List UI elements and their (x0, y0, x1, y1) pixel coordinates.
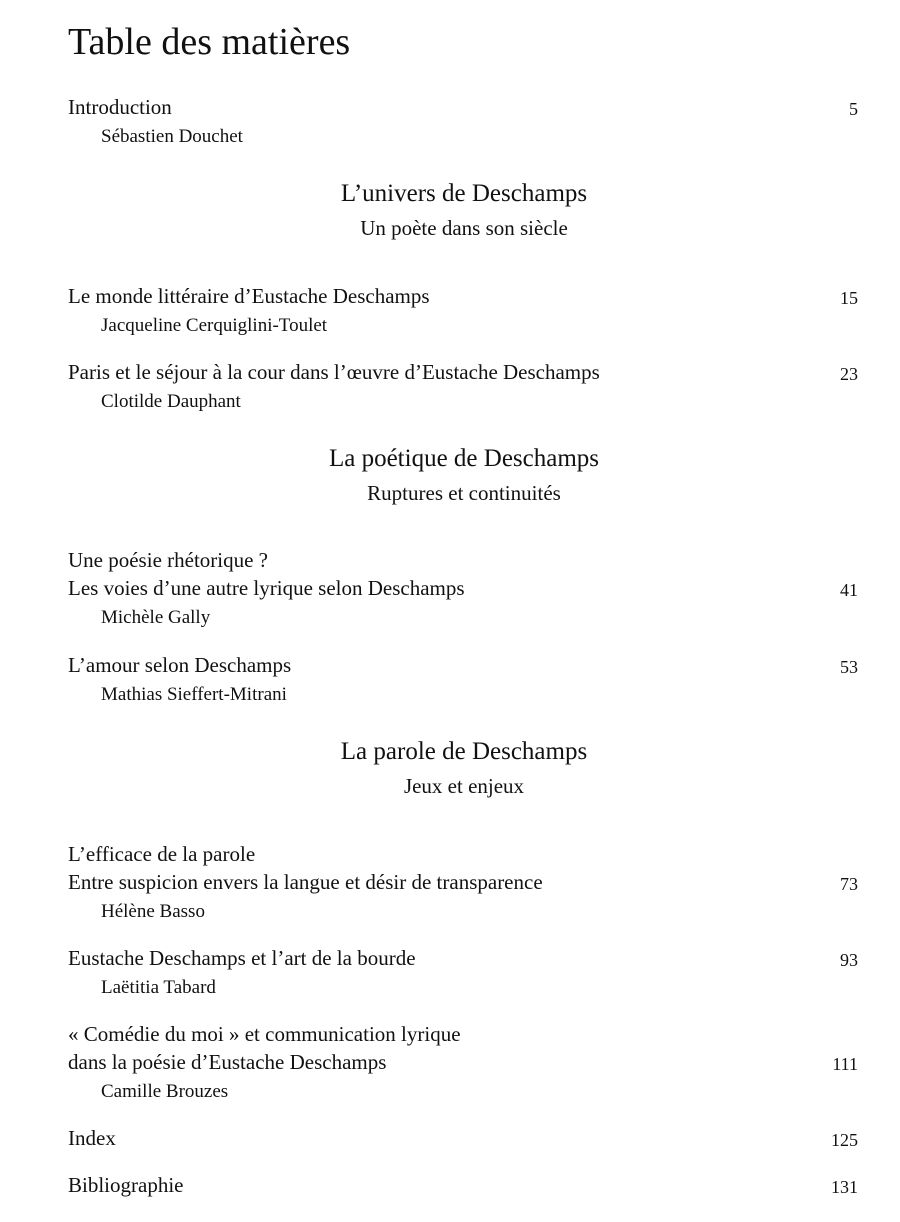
entry-title: « Comédie du moi » et communication lyrique (68, 1022, 461, 1046)
entry-author: Laëtitia Tabard (101, 977, 216, 998)
entry-title: Les voies d’une autre lyrique selon Deschamps (68, 576, 465, 600)
entry-author: Camille Brouzes (101, 1081, 229, 1102)
entry-title: Eustache Deschamps et l’art de la bourde (68, 946, 416, 970)
entry-page-number: 73 (840, 874, 858, 894)
entry-page-number: 23 (840, 364, 858, 384)
entry-author: Mathias Sieffert-Mitrani (101, 684, 287, 705)
entry-title: Une poésie rhétorique ? (68, 548, 269, 572)
entry-page-number: 125 (831, 1130, 858, 1150)
entry-title: Paris et le séjour à la cour dans l’œuvre d’Eustache Deschamps (68, 360, 600, 384)
entry-page-number: 93 (840, 950, 858, 970)
section-title: L’univers de Deschamps (340, 180, 588, 207)
section-title: La parole de Deschamps (340, 738, 588, 765)
page-title: Table des matières (68, 21, 351, 63)
entry-title: Bibliographie (68, 1173, 184, 1197)
section-subtitle: Un poète dans son siècle (360, 216, 568, 240)
section-title: La poétique de Deschamps (328, 445, 600, 472)
entry-author: Hélène Basso (101, 901, 205, 922)
entry-page-number: 5 (849, 99, 858, 119)
entry-page-number: 111 (832, 1054, 858, 1074)
section-subtitle: Jeux et enjeux (403, 774, 525, 798)
entry-title: L’amour selon Deschamps (68, 653, 292, 677)
entry-page-number: 41 (840, 580, 858, 600)
entry-title: L’efficace de la parole (68, 842, 256, 866)
entry-author: Clotilde Dauphant (101, 391, 241, 412)
entry-page-number: 53 (840, 657, 858, 677)
entry-title: Entre suspicion envers la langue et désir de transparence (68, 870, 543, 894)
entry-title: Introduction (68, 95, 172, 119)
entry-page-number: 131 (831, 1177, 858, 1197)
entry-title: Le monde littéraire d’Eustache Deschamps (68, 284, 430, 308)
entry-author: Michèle Gally (101, 607, 211, 628)
entry-title: Index (68, 1126, 116, 1150)
entry-title: dans la poésie d’Eustache Deschamps (68, 1050, 387, 1074)
entry-author: Sébastien Douchet (101, 126, 243, 147)
entry-page-number: 15 (840, 288, 858, 308)
section-subtitle: Ruptures et continuités (367, 481, 561, 505)
entry-author: Jacqueline Cerquiglini-Toulet (101, 315, 328, 336)
